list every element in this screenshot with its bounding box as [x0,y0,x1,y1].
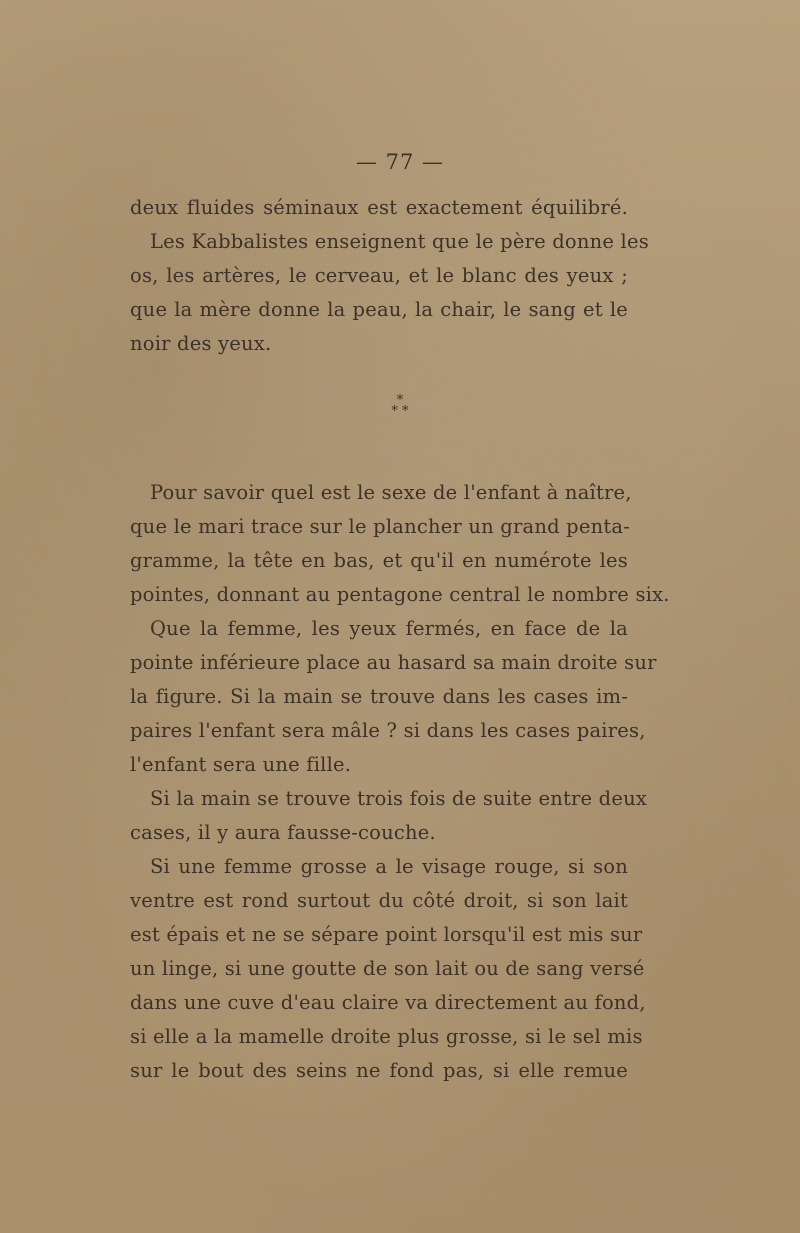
text-line: deux fluides séminaux est exactement équilibré. [130,196,628,219]
text-line: noir des yeux. [130,332,272,355]
text-line: Que la femme, les yeux fermés, en face de la [150,617,628,640]
asterism-top: * [396,393,404,408]
text-line: l'enfant sera une fille. [130,753,352,776]
asterism-bottom: * * [391,404,409,419]
text-line: est épais et ne se sépare point lorsqu'il est mis sur [130,923,643,946]
text-line: gramme, la tête en bas, et qu'il en numérote les [130,549,628,572]
text-line: Si la main se trouve trois fois de suite entre deux [150,787,648,810]
text-line: Les Kabbalistes enseignent que le père donne les [150,230,649,253]
text-line: un linge, si une goutte de son lait ou de sang versé [130,957,645,980]
text-line: cases, il y aura fausse-couche. [130,821,436,844]
text-line: os, les artères, le cerveau, et le blanc des yeux ; [130,264,628,287]
text-line: la figure. Si la main se trouve dans les cases im- [130,685,628,708]
page-number: — 77 — [355,150,445,174]
text-line: pointe inférieure place au hasard sa main droite sur [130,651,657,674]
text-line: paires l'enfant sera mâle ? si dans les cases paires, [130,719,646,742]
text-line: pointes, donnant au pentagone central le nombre six. [130,583,670,606]
text-line: Si une femme grosse a le visage rouge, si son [150,855,628,878]
text-line: sur le bout des seins ne fond pas, si elle remue [130,1059,628,1082]
text-line: Pour savoir quel est le sexe de l'enfant à naître, [150,481,632,504]
asterism-ornament [0,395,800,417]
text-line: ventre est rond surtout du côté droit, si son lait [130,889,628,912]
text-line: que la mère donne la peau, la chair, le sang et le [130,298,628,321]
text-line: dans une cuve d'eau claire va directement au fond, [130,991,646,1014]
text-line: si elle a la mamelle droite plus grosse, si le sel mis [130,1025,643,1048]
text-line: que le mari trace sur le plancher un grand penta- [130,515,630,538]
